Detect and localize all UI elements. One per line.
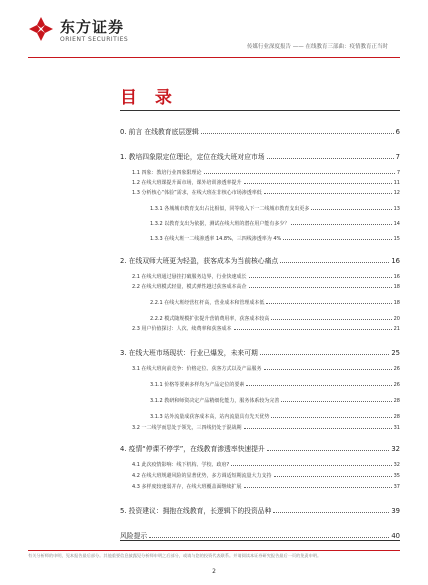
toc-entry[interactable]: 4.1 此次疫情影响：线下机构、学校、政府? 32 <box>132 462 400 468</box>
toc-entry[interactable]: 0. 前言 在线教育底层逻辑 6 <box>120 128 400 136</box>
toc-entry[interactable]: 3. 在线大班市场现状：行业已爆发，未来可期 25 <box>120 349 400 357</box>
toc-entry[interactable]: 1.3.3 在线大班一二线渗透率 14.8%，三四线渗透率为 4% 15 <box>150 236 400 242</box>
toc-entry[interactable]: 2.2 在线大班模式轻量，模式弹性越过获客成本高企 18 <box>132 284 400 290</box>
toc-rule-top <box>120 110 400 111</box>
toc-entry[interactable]: 1.3.1 各城城市教育支出占比相似，同等收入下一二线城市教育支出更多 13 <box>150 206 400 212</box>
toc-entry[interactable]: 风险提示 40 <box>120 532 400 540</box>
toc-entry[interactable]: 3.1.1 价格等要素多样均为产品定位的要素 26 <box>150 382 400 388</box>
footer-divider <box>28 550 400 551</box>
toc-title: 目 录 <box>120 88 178 108</box>
toc-rule-bottom <box>120 540 400 541</box>
toc-entry[interactable]: 1.1 四象：教培行业四象限理论 7 <box>132 170 400 176</box>
toc-entry[interactable]: 1.2 在线大班课提升面市场，课外培训渗透率提升 11 <box>132 180 400 186</box>
toc-entry[interactable]: 5. 投资建议：拥抱在线教育，长逻辑下的投资品种 39 <box>120 507 400 515</box>
toc-entry[interactable]: 2.2.2 模式随规模扩张提升营销费用率，获客成本较高 20 <box>150 316 400 322</box>
toc-entry[interactable]: 3.2 一二线学而思处于领先，三四线仍处于混战期 31 <box>132 425 400 431</box>
toc-entry[interactable]: 4.2 在线大班规避风险的显著优势，多方调适短期流量大力支持 35 <box>132 473 400 479</box>
toc-entry[interactable]: 3.1 在线大班向前竞争：价格定位、获客方式以及产品服务 26 <box>132 366 400 372</box>
company-logo <box>28 14 178 50</box>
toc-entry[interactable]: 2.1 在线大班通过悬挂打破服务边界，行业快速成长 16 <box>132 274 400 280</box>
brand-name-cn: 东方证券 <box>60 18 125 36</box>
toc-entry[interactable]: 1.3 分析核心“体验”需求，在线大班在非核心市场渗透率低 12 <box>132 190 400 196</box>
toc-entry[interactable]: 1.3.2 以教育支出为依据，测试在线大班的潜在用户能有多少？ 14 <box>150 221 400 227</box>
toc-entry[interactable]: 2.2.1 在线大班经营杠杆高，营业成本和管理成本低 18 <box>150 300 400 306</box>
toc-entry[interactable]: 3.1.2 教研和师资决定产品精细化能力，服务体系较为完善 28 <box>150 398 400 404</box>
toc-entry[interactable]: 1. 教培四象限定位理论，定位在线大班对应市场 7 <box>120 153 400 161</box>
report-header-info: 传媒行业深度报告 —— 在线教育三部曲：疫情教育正当时 <box>247 44 388 50</box>
toc-entry[interactable]: 2. 在线双师大班更为轻盈，获客成本为当前核心痛点 16 <box>120 257 400 265</box>
orient-securities-logo-icon <box>28 16 54 42</box>
brand-name-en: ORIENT SECURITIES <box>60 36 129 43</box>
toc-entry[interactable]: 3.1.3 站外流量成获客成本高，站内流量具有先天优势 28 <box>150 414 400 420</box>
footer-disclaimer: 有关分析师的申明，见本报告最后部分。其他重要信息披露见分析师申明之后部分，或请与您的投资代表联系。并请阅读本证券研究报告最后一页的免责申明。 <box>28 553 322 558</box>
toc-entry[interactable]: 4. 疫情“停课不停学”，在线教育渗透率快速提升 32 <box>120 445 400 453</box>
page-number: 2 <box>212 568 216 575</box>
toc-entry[interactable]: 2.3 用户价值探讨：人次、续费率和获客成本 21 <box>132 326 400 332</box>
header-divider <box>28 57 400 58</box>
toc-entry[interactable]: 4.3 多样度较速弱并存，在线大班覆盖面继续扩展 37 <box>132 484 400 490</box>
